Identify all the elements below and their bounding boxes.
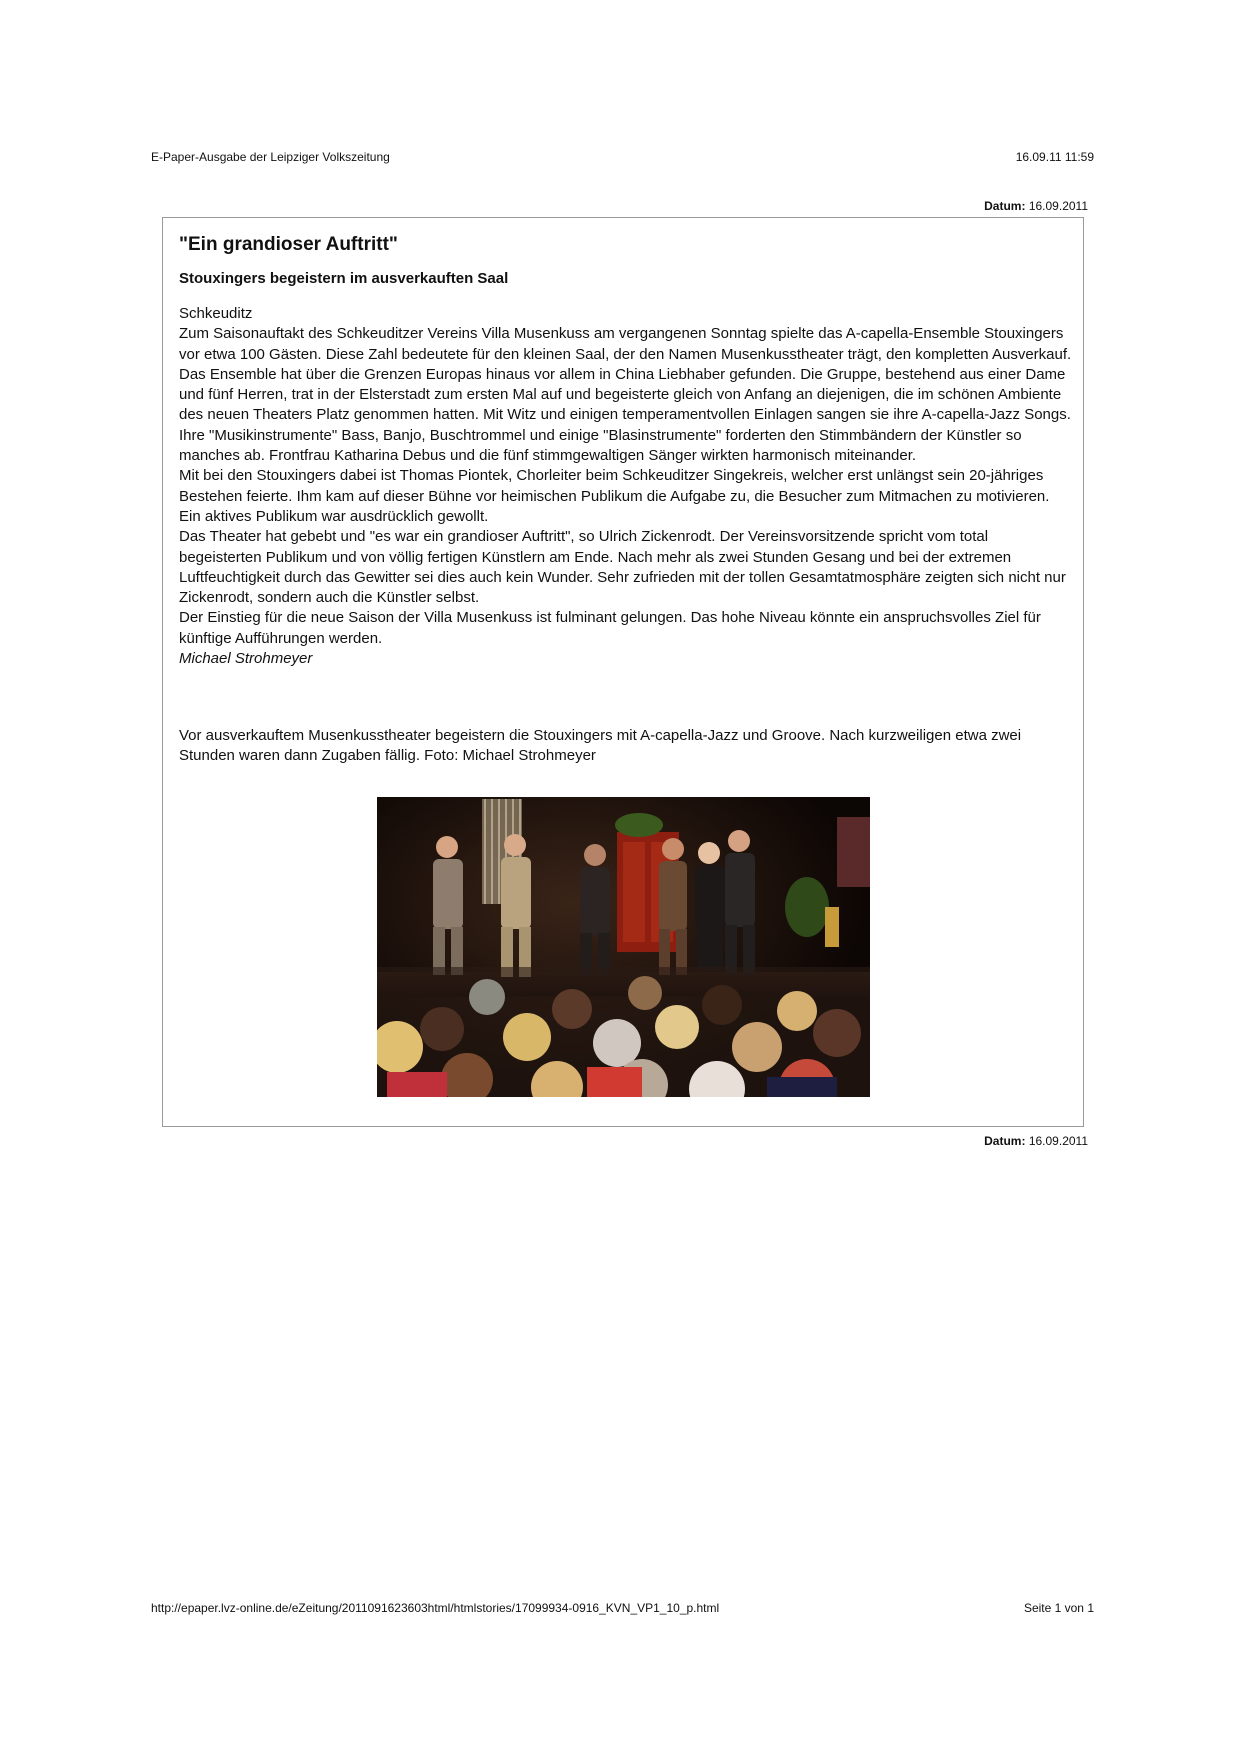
datum-value: 16.09.2011 — [1028, 1134, 1088, 1148]
datum-label: Datum: — [984, 1134, 1026, 1148]
article-paragraph: Das Ensemble hat über die Grenzen Europas hinaus vor allem in China Liebhaber gefunden. Die Gruppe, bestehend aus einer Dame und fünf Herren, trat in der Elsterstadt zum ersten Mal auf und begeisterte gleich von Anfang an diejenigen, die im schönen Ambiente des neuen Theaters Platz genommen hatten. Mit Witz und einigen temperamentvollen Einlagen sangen sie ihre A-capella-Jazz Songs. Ihre "Musikinstrumente" Bass, Banjo, Buschtrommel und einige "Blasinstrumente" forderten den Stimmbändern der Künstler so manches ab. Frontfrau Katharina Debus und die fünf stimmgewaltigen Sänger wirkten harmonisch miteinander. — [179, 365, 1071, 465]
article-paragraph: Das Theater hat gebebt und "es war ein grandioser Auftritt", so Ulrich Zickenrodt. Der Vereinsvorsitzende spricht vom total begeisterten Publikum und von völlig fertigen Künstlern am Ende. Nach mehr als zwei Stunden Gesang und bei der extremen Luftfeuchtigkeit durch das Gewitter sei dies auch kein Wunder. Sehr zufrieden mit der tollen Gesamtatmosphäre zeigten sich nicht nur Zickenrodt, sondern auch die Künstler selbst. — [179, 528, 1066, 607]
article-body — [179, 304, 1073, 669]
datum-bottom — [984, 1134, 1088, 1148]
article-title: "Ein grandioser Auftritt" — [179, 234, 398, 255]
stage-photo-illustration — [377, 797, 870, 1097]
header-timestamp: 16.09.11 11:59 — [1015, 150, 1094, 164]
datum-value: 16.09.2011 — [1028, 199, 1088, 213]
article-photo — [377, 797, 870, 1097]
footer-url-link[interactable]: http://epaper.lvz-online.de/eZeitung/2011091623603html/htmlstories/17099934-0916_KVN_VP1_10_p.html — [151, 1601, 720, 1615]
article-paragraph: Mit bei den Stouxingers dabei ist Thomas Piontek, Chorleiter beim Schkeuditzer Singekreis, welcher erst unlängst sein 20-jähriges Bestehen feierte. Ihm kam auf dieser Bühne vor heimischen Publikum die Aufgabe zu, die Besucher zum Mitmachen zu motivieren. Ein aktives Publikum war ausdrücklich gewollt. — [179, 467, 1050, 525]
article-paragraph: Schkeuditz — [179, 305, 253, 322]
footer-page-number: Seite 1 von 1 — [1023, 1601, 1094, 1615]
datum-label: Datum: — [984, 199, 1026, 213]
article-subtitle: Stouxingers begeistern im ausverkauften Saal — [179, 270, 509, 287]
photo-caption: Vor ausverkauftem Musenkusstheater begeistern die Stouxingers mit A-capella-Jazz und Groove. Nach kurzweiligen etwa zwei Stunden waren dann Zugaben fällig. Foto: Michael Strohmeyer — [179, 727, 1022, 765]
datum-top — [984, 199, 1088, 213]
article-author: Michael Strohmeyer — [179, 650, 313, 668]
article-box — [162, 217, 1084, 1127]
article-paragraph: Der Einstieg für die neue Saison der Villa Musenkuss ist fulminant gelungen. Das hohe Niveau könnte ein anspruchsvolles Ziel für künftige Aufführungen werden. — [179, 609, 1041, 647]
header-source: E-Paper-Ausgabe der Leipziger Volkszeitung — [151, 150, 390, 164]
article-paragraph: Zum Saisonauftakt des Schkeuditzer Vereins Villa Musenkuss am vergangenen Sonntag spielte das A-capella-Ensemble Stouxingers vor etwa 100 Gästen. Diese Zahl bedeutete für den kleinen Saal, der den Namen Musenkusstheater trägt, den kompletten Ausverkauf. — [179, 325, 1072, 363]
